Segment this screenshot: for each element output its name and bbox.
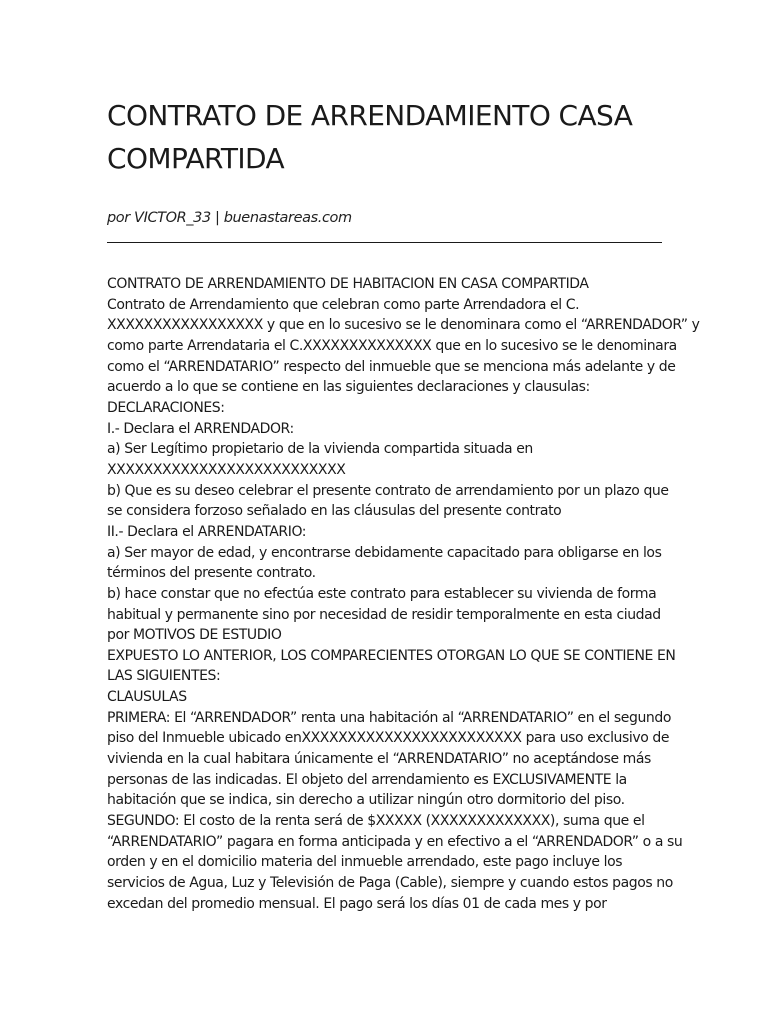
body-text-line: servicios de Agua, Luz y Televisión de Paga (Cable), siempre y cuando estos pagos no [107,875,673,892]
body-text-line: acuerdo a lo que se contiene en las siguientes declaraciones y clausulas: [107,379,590,396]
body-text-line: personas de las indicadas. El objeto del arrendamiento es EXCLUSIVAMENTE la [107,771,627,788]
title-line: COMPARTIDA [107,142,284,175]
body-text-line: I.- Declara el ARRENDADOR: [107,420,294,437]
body-text-line: como el “ARRENDATARIO” respecto del inmueble que se menciona más adelante y de [107,358,676,375]
body-text-line: piso del Inmueble ubicado enXXXXXXXXXXXXXXXXXXXXXXXX para uso exclusivo de [107,730,670,747]
body-text-line: DECLARACIONES: [107,399,225,416]
body-text-line: CLAUSULAS [107,689,187,706]
title-divider [107,242,662,243]
body-text-line: PRIMERA: El “ARRENDADOR” renta una habitación al “ARRENDATARIO” en el segundo [107,709,671,726]
body-text-line: orden y en el domicilio materia del inmueble arrendado, este pago incluye los [107,854,623,871]
body-text-line: por MOTIVOS DE ESTUDIO [107,627,282,644]
body-text-line: a) Ser mayor de edad, y encontrarse debidamente capacitado para obligarse en los [107,544,662,561]
title-line: CONTRATO DE ARRENDAMIENTO CASA [107,99,633,132]
body-text-line: a) Ser Legítimo propietario de la vivienda compartida situada en [107,441,533,458]
body-text-line: EXPUESTO LO ANTERIOR, LOS COMPARECIENTES OTORGAN LO QUE SE CONTIENE EN [107,647,676,664]
body-text-line: b) hace constar que no efectúa este contrato para establecer su vivienda de forma [107,585,657,602]
body-text-line: términos del presente contrato. [107,565,316,582]
document-body [107,274,700,914]
author-byline: por VICTOR_33 | buenastareas.com [107,210,352,226]
body-text-line: SEGUNDO: El costo de la renta será de $XXXXX (XXXXXXXXXXXXX), suma que el [107,813,645,830]
body-text-line: LAS SIGUIENTES: [107,668,221,685]
body-text-line: b) Que es su deseo celebrar el presente contrato de arrendamiento por un plazo que [107,482,669,499]
body-text-line: XXXXXXXXXXXXXXXXX y que en lo sucesivo se le denominara como el “ARRENDADOR” y [107,317,700,334]
body-text-line: II.- Declara el ARRENDATARIO: [107,523,307,540]
body-text-line: XXXXXXXXXXXXXXXXXXXXXXXXXX [107,461,346,478]
body-text-line: excedan del promedio mensual. El pago será los días 01 de cada mes y por [107,895,607,912]
body-text-line: como parte Arrendataria el C.XXXXXXXXXXXXXX que en lo sucesivo se le denominara [107,337,677,354]
body-text-line: se considera forzoso señalado en las cláusulas del presente contrato [107,503,562,520]
body-text-line: vivienda en la cual habitara únicamente el “ARRENDATARIO” no aceptándose más [107,751,651,768]
body-text-line: CONTRATO DE ARRENDAMIENTO DE HABITACION EN CASA COMPARTIDA [107,276,589,292]
body-text-line: habitación que se indica, sin derecho a utilizar ningún otro dormitorio del piso. [107,792,625,809]
body-text-line: “ARRENDATARIO” pagara en forma anticipada y en efectivo a el “ARRENDADOR” o a su [107,833,683,850]
document-title [107,94,661,180]
body-text-line: Contrato de Arrendamiento que celebran como parte Arrendadora el C. [107,296,580,313]
body-text-line: habitual y permanente sino por necesidad de residir temporalmente en esta ciudad [107,606,661,623]
